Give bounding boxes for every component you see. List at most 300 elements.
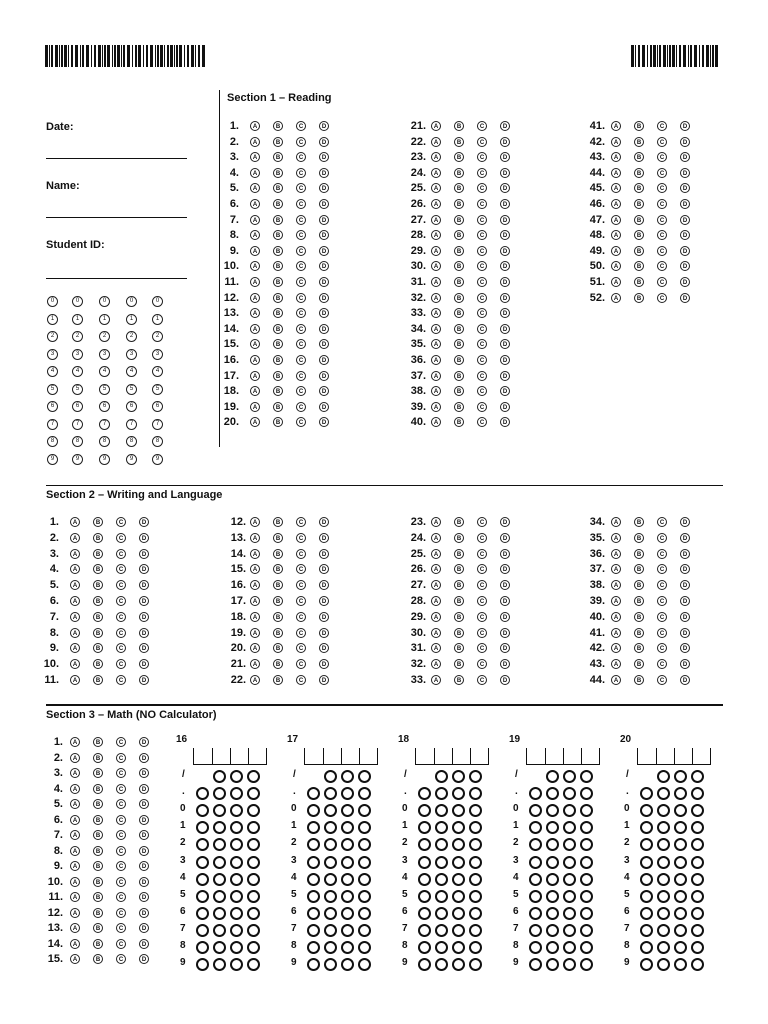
grid-bubble[interactable] [657,821,670,834]
answer-bubble-b[interactable]: B [454,371,464,381]
answer-bubble-b[interactable]: B [273,371,283,381]
answer-bubble-d[interactable]: D [500,386,510,396]
answer-bubble-c[interactable]: C [477,643,487,653]
answer-bubble-c[interactable]: C [477,402,487,412]
grid-bubble[interactable] [196,804,209,817]
answer-bubble-c[interactable]: C [657,183,667,193]
answer-bubble-d[interactable]: D [139,815,149,825]
answer-bubble-d[interactable]: D [680,277,690,287]
answer-bubble-a[interactable]: A [70,580,80,590]
grid-bubble[interactable] [529,821,542,834]
answer-bubble-b[interactable]: B [93,659,103,669]
grid-bubble[interactable] [452,873,465,886]
answer-bubble-c[interactable]: C [657,549,667,559]
grid-bubble[interactable] [230,907,243,920]
answer-bubble-b[interactable]: B [93,861,103,871]
answer-bubble-c[interactable]: C [296,659,306,669]
answer-bubble-a[interactable]: A [70,815,80,825]
grid-bubble[interactable] [640,787,653,800]
grid-bubble[interactable] [213,770,226,783]
answer-bubble-a[interactable]: A [431,121,441,131]
student-id-digit-bubble[interactable]: 0 [72,296,83,307]
answer-bubble-a[interactable]: A [70,643,80,653]
answer-bubble-b[interactable]: B [454,596,464,606]
answer-bubble-c[interactable]: C [116,892,126,902]
answer-bubble-d[interactable]: D [319,355,329,365]
answer-bubble-d[interactable]: D [139,580,149,590]
grid-bubble[interactable] [580,787,593,800]
answer-bubble-a[interactable]: A [250,293,260,303]
answer-bubble-b[interactable]: B [273,230,283,240]
grid-bubble[interactable] [196,856,209,869]
grid-bubble[interactable] [469,890,482,903]
answer-bubble-b[interactable]: B [93,784,103,794]
answer-bubble-b[interactable]: B [93,753,103,763]
grid-bubble[interactable] [452,856,465,869]
student-id-digit-bubble[interactable]: 8 [152,436,163,447]
answer-bubble-c[interactable]: C [477,230,487,240]
answer-bubble-b[interactable]: B [93,643,103,653]
answer-bubble-a[interactable]: A [611,199,621,209]
grid-bubble[interactable] [691,907,704,920]
grid-bubble[interactable] [691,838,704,851]
answer-bubble-d[interactable]: D [319,371,329,381]
grid-bubble[interactable] [341,873,354,886]
grid-bubble[interactable] [546,941,559,954]
answer-bubble-d[interactable]: D [139,877,149,887]
answer-bubble-d[interactable]: D [319,533,329,543]
answer-bubble-d[interactable]: D [319,417,329,427]
grid-bubble[interactable] [469,838,482,851]
grid-bubble[interactable] [691,856,704,869]
grid-bubble[interactable] [674,924,687,937]
grid-bubble[interactable] [230,838,243,851]
answer-bubble-a[interactable]: A [611,261,621,271]
grid-bubble[interactable] [324,958,337,971]
student-id-digit-bubble[interactable]: 6 [47,401,58,412]
grid-bubble[interactable] [230,856,243,869]
grid-bubble[interactable] [324,821,337,834]
grid-bubble[interactable] [529,804,542,817]
answer-bubble-a[interactable]: A [611,564,621,574]
answer-bubble-b[interactable]: B [273,293,283,303]
grid-bubble[interactable] [196,941,209,954]
answer-bubble-b[interactable]: B [273,121,283,131]
grid-bubble[interactable] [452,838,465,851]
answer-bubble-a[interactable]: A [70,892,80,902]
grid-bubble[interactable] [469,804,482,817]
answer-bubble-b[interactable]: B [454,355,464,365]
answer-bubble-b[interactable]: B [273,402,283,412]
grid-bubble[interactable] [230,890,243,903]
answer-bubble-c[interactable]: C [657,199,667,209]
answer-bubble-a[interactable]: A [611,277,621,287]
answer-bubble-d[interactable]: D [680,230,690,240]
answer-bubble-b[interactable]: B [93,892,103,902]
answer-bubble-b[interactable]: B [634,137,644,147]
grid-bubble[interactable] [358,924,371,937]
answer-bubble-b[interactable]: B [273,643,283,653]
grid-bubble[interactable] [546,924,559,937]
answer-bubble-a[interactable]: A [611,168,621,178]
grid-bubble[interactable] [230,873,243,886]
answer-bubble-a[interactable]: A [431,293,441,303]
answer-bubble-c[interactable]: C [657,628,667,638]
answer-bubble-a[interactable]: A [611,643,621,653]
grid-bubble[interactable] [657,787,670,800]
grid-bubble[interactable] [452,907,465,920]
grid-bubble[interactable] [247,856,260,869]
grid-bubble[interactable] [640,873,653,886]
student-id-digit-bubble[interactable]: 2 [72,331,83,342]
grid-bubble[interactable] [691,958,704,971]
answer-bubble-b[interactable]: B [93,628,103,638]
answer-bubble-d[interactable]: D [139,675,149,685]
grid-bubble[interactable] [546,821,559,834]
answer-bubble-b[interactable]: B [634,549,644,559]
answer-bubble-b[interactable]: B [634,199,644,209]
answer-bubble-d[interactable]: D [319,643,329,653]
answer-bubble-d[interactable]: D [500,308,510,318]
answer-bubble-d[interactable]: D [500,215,510,225]
answer-bubble-b[interactable]: B [634,517,644,527]
student-id-digit-bubble[interactable]: 9 [72,454,83,465]
grid-bubble[interactable] [563,804,576,817]
grid-bubble[interactable] [452,787,465,800]
date-field[interactable] [46,158,187,159]
student-id-digit-bubble[interactable]: 3 [152,349,163,360]
answer-bubble-c[interactable]: C [657,533,667,543]
answer-bubble-a[interactable]: A [611,659,621,669]
answer-bubble-a[interactable]: A [611,612,621,622]
answer-bubble-b[interactable]: B [454,199,464,209]
answer-bubble-b[interactable]: B [454,168,464,178]
answer-bubble-c[interactable]: C [477,612,487,622]
grid-bubble[interactable] [580,873,593,886]
answer-bubble-a[interactable]: A [70,737,80,747]
grid-bubble[interactable] [529,890,542,903]
answer-bubble-c[interactable]: C [296,277,306,287]
answer-bubble-a[interactable]: A [431,371,441,381]
grid-bubble[interactable] [529,856,542,869]
answer-bubble-c[interactable]: C [296,199,306,209]
grid-bubble[interactable] [580,941,593,954]
answer-bubble-d[interactable]: D [139,954,149,964]
answer-bubble-d[interactable]: D [319,261,329,271]
name-field[interactable] [46,217,187,218]
grid-bubble[interactable] [341,856,354,869]
student-id-digit-bubble[interactable]: 7 [152,419,163,430]
answer-bubble-c[interactable]: C [477,517,487,527]
grid-bubble[interactable] [358,838,371,851]
answer-bubble-a[interactable]: A [250,246,260,256]
grid-bubble[interactable] [563,856,576,869]
answer-bubble-a[interactable]: A [250,675,260,685]
grid-bubble[interactable] [563,787,576,800]
answer-bubble-d[interactable]: D [139,908,149,918]
student-id-digit-bubble[interactable]: 1 [72,314,83,325]
answer-bubble-a[interactable]: A [431,659,441,669]
student-id-digit-bubble[interactable]: 4 [126,366,137,377]
grid-bubble[interactable] [529,941,542,954]
answer-bubble-a[interactable]: A [250,549,260,559]
answer-bubble-a[interactable]: A [431,386,441,396]
answer-bubble-a[interactable]: A [70,549,80,559]
answer-bubble-b[interactable]: B [454,564,464,574]
grid-bubble[interactable] [546,958,559,971]
answer-bubble-d[interactable]: D [319,324,329,334]
grid-bubble[interactable] [435,787,448,800]
answer-bubble-d[interactable]: D [500,168,510,178]
answer-bubble-c[interactable]: C [296,137,306,147]
grid-in-answer-boxes[interactable] [637,748,711,765]
answer-bubble-b[interactable]: B [634,293,644,303]
grid-bubble[interactable] [546,907,559,920]
answer-bubble-c[interactable]: C [296,121,306,131]
answer-bubble-c[interactable]: C [296,580,306,590]
answer-bubble-c[interactable]: C [477,386,487,396]
answer-bubble-a[interactable]: A [250,261,260,271]
answer-bubble-c[interactable]: C [657,246,667,256]
answer-bubble-a[interactable]: A [431,246,441,256]
grid-bubble[interactable] [307,821,320,834]
answer-bubble-b[interactable]: B [454,261,464,271]
grid-bubble[interactable] [247,890,260,903]
grid-bubble[interactable] [563,873,576,886]
grid-bubble[interactable] [580,924,593,937]
answer-bubble-b[interactable]: B [93,939,103,949]
grid-bubble[interactable] [341,838,354,851]
answer-bubble-c[interactable]: C [296,152,306,162]
answer-bubble-b[interactable]: B [454,533,464,543]
student-id-digit-bubble[interactable]: 6 [72,401,83,412]
grid-bubble[interactable] [341,770,354,783]
grid-bubble[interactable] [580,821,593,834]
answer-bubble-b[interactable]: B [93,830,103,840]
student-id-digit-bubble[interactable]: 2 [152,331,163,342]
grid-bubble[interactable] [358,890,371,903]
grid-bubble[interactable] [563,941,576,954]
answer-bubble-d[interactable]: D [680,659,690,669]
answer-bubble-b[interactable]: B [634,580,644,590]
student-id-digit-bubble[interactable]: 5 [152,384,163,395]
answer-bubble-d[interactable]: D [680,152,690,162]
answer-bubble-b[interactable]: B [273,580,283,590]
grid-bubble[interactable] [469,873,482,886]
answer-bubble-c[interactable]: C [477,168,487,178]
grid-in-answer-boxes[interactable] [415,748,489,765]
answer-bubble-a[interactable]: A [70,939,80,949]
answer-bubble-b[interactable]: B [454,339,464,349]
answer-bubble-a[interactable]: A [250,643,260,653]
answer-bubble-b[interactable]: B [273,612,283,622]
answer-bubble-a[interactable]: A [611,517,621,527]
answer-bubble-a[interactable]: A [250,533,260,543]
answer-bubble-b[interactable]: B [273,199,283,209]
answer-bubble-c[interactable]: C [116,939,126,949]
answer-bubble-a[interactable]: A [250,659,260,669]
grid-bubble[interactable] [247,958,260,971]
answer-bubble-d[interactable]: D [500,277,510,287]
answer-bubble-b[interactable]: B [454,517,464,527]
answer-bubble-b[interactable]: B [93,908,103,918]
answer-bubble-b[interactable]: B [634,183,644,193]
grid-in-answer-boxes[interactable] [193,748,267,765]
answer-bubble-d[interactable]: D [500,339,510,349]
answer-bubble-b[interactable]: B [273,277,283,287]
answer-bubble-b[interactable]: B [454,246,464,256]
student-id-digit-bubble[interactable]: 1 [126,314,137,325]
answer-bubble-d[interactable]: D [139,799,149,809]
answer-bubble-a[interactable]: A [431,675,441,685]
answer-bubble-d[interactable]: D [500,121,510,131]
answer-bubble-d[interactable]: D [500,612,510,622]
grid-bubble[interactable] [674,958,687,971]
grid-bubble[interactable] [691,924,704,937]
grid-bubble[interactable] [213,907,226,920]
grid-bubble[interactable] [324,787,337,800]
answer-bubble-a[interactable]: A [611,246,621,256]
answer-bubble-b[interactable]: B [634,152,644,162]
answer-bubble-c[interactable]: C [296,533,306,543]
answer-bubble-d[interactable]: D [319,168,329,178]
grid-bubble[interactable] [657,770,670,783]
answer-bubble-d[interactable]: D [319,386,329,396]
answer-bubble-c[interactable]: C [477,199,487,209]
grid-bubble[interactable] [230,787,243,800]
answer-bubble-c[interactable]: C [477,293,487,303]
answer-bubble-a[interactable]: A [431,183,441,193]
answer-bubble-b[interactable]: B [454,386,464,396]
answer-bubble-c[interactable]: C [477,580,487,590]
answer-bubble-b[interactable]: B [634,643,644,653]
grid-bubble[interactable] [341,941,354,954]
grid-bubble[interactable] [247,941,260,954]
answer-bubble-c[interactable]: C [657,168,667,178]
answer-bubble-b[interactable]: B [454,549,464,559]
answer-bubble-d[interactable]: D [139,892,149,902]
answer-bubble-b[interactable]: B [454,628,464,638]
answer-bubble-c[interactable]: C [116,580,126,590]
answer-bubble-c[interactable]: C [116,549,126,559]
answer-bubble-a[interactable]: A [70,564,80,574]
answer-bubble-b[interactable]: B [273,549,283,559]
answer-bubble-c[interactable]: C [116,564,126,574]
answer-bubble-d[interactable]: D [500,183,510,193]
answer-bubble-b[interactable]: B [93,768,103,778]
answer-bubble-a[interactable]: A [250,308,260,318]
answer-bubble-d[interactable]: D [500,417,510,427]
grid-bubble[interactable] [213,890,226,903]
student-id-digit-bubble[interactable]: 2 [47,331,58,342]
grid-bubble[interactable] [324,770,337,783]
grid-bubble[interactable] [213,787,226,800]
answer-bubble-c[interactable]: C [116,612,126,622]
answer-bubble-a[interactable]: A [611,121,621,131]
grid-bubble[interactable] [341,890,354,903]
answer-bubble-b[interactable]: B [273,659,283,669]
grid-bubble[interactable] [247,907,260,920]
answer-bubble-a[interactable]: A [70,908,80,918]
student-id-digit-bubble[interactable]: 9 [47,454,58,465]
grid-in-answer-boxes[interactable] [526,748,600,765]
answer-bubble-d[interactable]: D [319,137,329,147]
answer-bubble-b[interactable]: B [454,230,464,240]
answer-bubble-d[interactable]: D [500,402,510,412]
grid-bubble[interactable] [307,873,320,886]
student-id-digit-bubble[interactable]: 2 [99,331,110,342]
answer-bubble-b[interactable]: B [454,402,464,412]
grid-bubble[interactable] [546,890,559,903]
grid-bubble[interactable] [307,838,320,851]
grid-bubble[interactable] [452,890,465,903]
grid-bubble[interactable] [196,890,209,903]
grid-bubble[interactable] [230,770,243,783]
answer-bubble-c[interactable]: C [296,183,306,193]
answer-bubble-b[interactable]: B [273,386,283,396]
grid-bubble[interactable] [196,958,209,971]
answer-bubble-c[interactable]: C [296,517,306,527]
grid-bubble[interactable] [580,856,593,869]
answer-bubble-a[interactable]: A [250,596,260,606]
grid-bubble[interactable] [640,890,653,903]
answer-bubble-c[interactable]: C [477,675,487,685]
answer-bubble-c[interactable]: C [477,339,487,349]
answer-bubble-b[interactable]: B [273,628,283,638]
answer-bubble-c[interactable]: C [116,908,126,918]
grid-bubble[interactable] [529,924,542,937]
grid-bubble[interactable] [435,958,448,971]
answer-bubble-c[interactable]: C [116,846,126,856]
answer-bubble-a[interactable]: A [431,277,441,287]
answer-bubble-d[interactable]: D [500,628,510,638]
grid-bubble[interactable] [435,941,448,954]
answer-bubble-b[interactable]: B [93,596,103,606]
student-id-digit-bubble[interactable]: 0 [126,296,137,307]
answer-bubble-d[interactable]: D [319,246,329,256]
student-id-digit-bubble[interactable]: 3 [72,349,83,360]
answer-bubble-a[interactable]: A [250,183,260,193]
grid-bubble[interactable] [418,804,431,817]
grid-bubble[interactable] [640,821,653,834]
grid-bubble[interactable] [358,958,371,971]
grid-bubble[interactable] [563,907,576,920]
grid-bubble[interactable] [358,821,371,834]
grid-bubble[interactable] [196,907,209,920]
grid-bubble[interactable] [640,924,653,937]
grid-bubble[interactable] [580,907,593,920]
answer-bubble-b[interactable]: B [454,152,464,162]
answer-bubble-a[interactable]: A [250,230,260,240]
answer-bubble-c[interactable]: C [116,815,126,825]
grid-bubble[interactable] [213,958,226,971]
student-id-digit-bubble[interactable]: 1 [47,314,58,325]
grid-bubble[interactable] [546,770,559,783]
answer-bubble-d[interactable]: D [139,564,149,574]
answer-bubble-b[interactable]: B [454,308,464,318]
student-id-digit-bubble[interactable]: 8 [126,436,137,447]
grid-bubble[interactable] [640,941,653,954]
answer-bubble-a[interactable]: A [70,954,80,964]
grid-bubble[interactable] [563,770,576,783]
grid-bubble[interactable] [247,924,260,937]
grid-bubble[interactable] [358,907,371,920]
grid-bubble[interactable] [435,890,448,903]
answer-bubble-a[interactable]: A [250,137,260,147]
answer-bubble-b[interactable]: B [93,815,103,825]
answer-bubble-b[interactable]: B [93,923,103,933]
answer-bubble-a[interactable]: A [431,533,441,543]
